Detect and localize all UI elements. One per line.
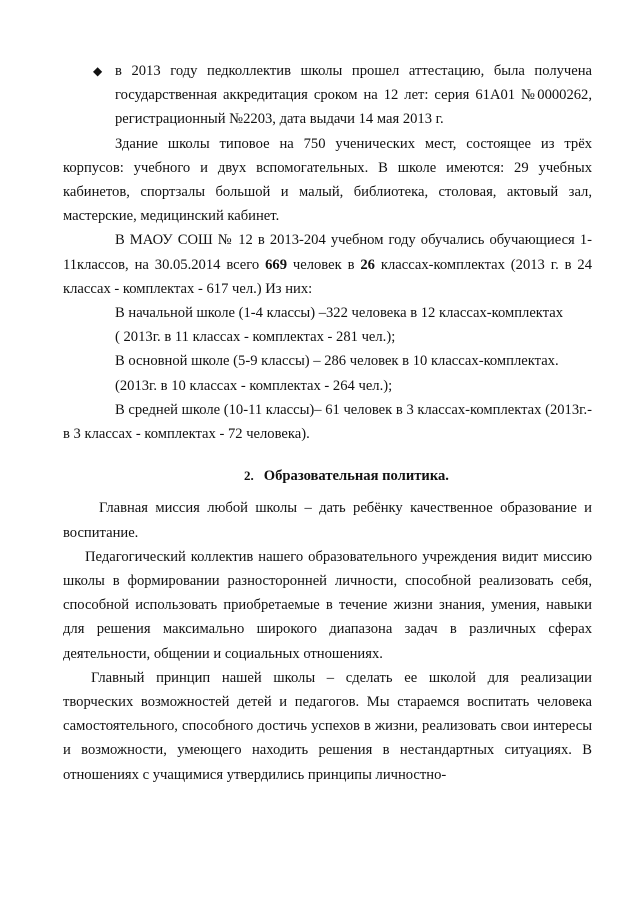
section-title: Образовательная политика. [263, 468, 449, 485]
principle-paragraph: Главный принцип нашей школы – сделать ее школой для реализации творческих возможностей детей и педагогов. Мы стараемся воспитать человека самостоятельного, способного достичь успехов в жизни, реализовать свои интересы и возможности, умеющего находить решения в нестандартных ситуациях. В отношениях с учащимися утвердились принципы личностно- [63, 669, 592, 783]
students-total: 669 [265, 256, 287, 273]
level-basic: В основной школе (5-9 классы) – 286 человек в 10 классах-комплектах. [115, 353, 559, 370]
students-text-1: В МАОУ СОШ № 12 в 2013-204 учебном году обучались обучающиеся 1-11классов, на 30.05.2014 всего [63, 232, 592, 273]
accreditation-text: в 2013 году педколлектив школы прошел аттестацию, была получена государственная аккредитация сроком на 12 лет: серия 61А01 №0000262, регистрационный №2203, дата выдачи 14 мая 2013 г. [115, 63, 592, 128]
students-text-2: человек в [292, 256, 355, 273]
level-basic-2013: (2013г. в 10 классах - комплектах - 264 чел.); [115, 377, 393, 394]
accreditation-bullet [63, 59, 592, 132]
building-paragraph: Здание школы типовое на 750 ученических мест, состоящее из трёх корпусов: учебного и двух вспомогательных. В школе имеются: 29 учебных кабинетов, спортзалы большой и малый, библиотека, столовая, актовый зал, мастерские, медицинский кабинет. [63, 135, 592, 225]
level-primary: В начальной школе (1-4 классы) –322 человека в 12 классах-комплектах [115, 305, 564, 322]
collective-paragraph: Педагогический коллектив нашего образовательного учреждения видит миссию школы в формировании разносторонней личности, способной реализовать себя, способной использовать приобретаемые в течение жизни знания, умения, навыки для решения максимально широкого диапазона задач в различных сферах деятельности, общении и социальных отношениях. [63, 548, 592, 662]
level-primary-2013: ( 2013г. в 11 классах - комплектах - 281 чел.); [115, 329, 396, 346]
section-heading [63, 464, 592, 488]
students-paragraph [63, 228, 592, 301]
diamond-bullet-icon: ◆ [93, 64, 103, 78]
students-classes: 26 [360, 256, 375, 273]
mission-paragraph: Главная миссия любой школы – дать ребёнку качественное образование и воспитание. [63, 500, 592, 541]
level-senior: В средней школе (10-11 классы)– 61 человек в 3 классах-комплектах (2013г.- в 3 классах - комплектах - 72 человека). [63, 401, 592, 443]
students-text-3: классах-комплектах (2013 г. в 24 классах - комплектах - 617 чел.) Из них: [63, 256, 592, 297]
section-number: 2. [244, 468, 254, 484]
